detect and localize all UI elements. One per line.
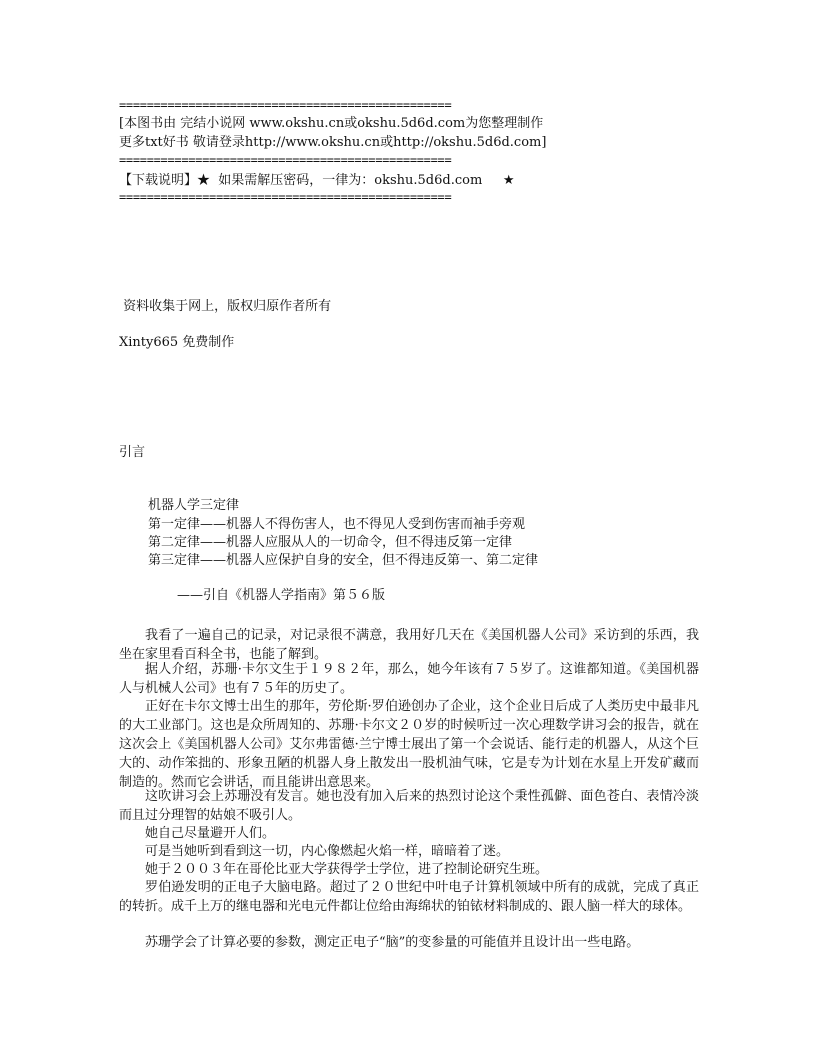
source-notice-line-1: [本图书由 完结小说网 www.okshu.cn或okshu.5d6d.com为您整理制作 xyxy=(119,116,544,131)
body-paragraph: 罗伯逊发明的正电子大脑电路。超过了２０世纪中叶电子计算机领域中所有的成就，完成了真正的转折。成千上万的继电器和光电元件都让位给由海绵状的铂铱材料制成的、跟人脑一样大的球体。 xyxy=(119,880,699,914)
section-heading: 引言 xyxy=(119,445,146,460)
body-paragraph: 她自己尽量避开人们。 xyxy=(145,826,276,841)
second-law: 第二定律——机器人应服从人的一切命令，但不得违反第一定律 xyxy=(148,535,513,550)
body-paragraph: 我看了一遍自己的记录，对记录很不满意，我用好几天在《美国机器人公司》采访到的乐西，我坐在家里看百科全书，也能了解到。 xyxy=(119,628,699,662)
body-paragraph: 这吹讲习会上苏珊没有发言。她也没有加入后来的热烈讨论这个秉性孤僻、面色苍白、表情冷淡而且过分理智的姑娘不吸引人。 xyxy=(119,789,699,823)
body-paragraph: 可是当她听到看到这一切，内心像燃起火焰一样，暗暗着了迷。 xyxy=(145,844,510,859)
copyright-notice: 资料收集于网上，版权归原作者所有 xyxy=(119,299,332,314)
body-paragraph: 苏珊学会了计算必要的参数，测定正电子“脑”的变参量的可能值并且设计出一些电路。 xyxy=(145,935,640,950)
laws-title: 机器人学三定律 xyxy=(148,498,240,513)
separator-line: ================================================ xyxy=(119,190,452,204)
separator-line: ================================================ xyxy=(119,153,452,167)
third-law: 第三定律——机器人应保护自身的安全，但不得违反第一、第二定律 xyxy=(148,553,539,568)
body-paragraph: 正好在卡尔文博士出生的那年，劳伦斯·罗伯逊创办了企业，这个企业日后成了人类历史中最非凡的大工业部门。这也是众所周知的、苏珊·卡尔文２０岁的时候听过一次心理数学讲习会的报告，就在这次会上《美国机器人公司》艾尔弗雷德·兰宁博士展出了第一个会说话、能行走的机器人，从这个巨大的、动作笨拙的、形象丑陋的机器人身上散发出一股机油气味，它是专为计划在水星上开发矿藏而制造的。然而它会讲话，而且能讲出意思来。 xyxy=(119,699,699,790)
first-law: 第一定律——机器人不得伤害人，也不得见人受到伤害而袖手旁观 xyxy=(148,517,526,532)
separator-line: ================================================ xyxy=(119,98,452,112)
body-paragraph: 据人介绍，苏珊·卡尔文生于１９８２年，那么，她今年该有７５岁了。这谁都知道。《美国机器人与机械人公司》也有７５年的历史了。 xyxy=(119,662,699,696)
body-paragraph: 她于２００３年在哥伦比亚大学获得学士学位，进了控制论研究生班。 xyxy=(145,862,549,877)
citation: ——引自《机器人学指南》第５６版 xyxy=(177,588,386,603)
source-notice-line-2: 更多txt好书 敬请登录http://www.okshu.cn或http://okshu.5d6d.com] xyxy=(119,135,547,150)
maker-credit: Xinty665 免费制作 xyxy=(119,335,235,350)
download-note: 【下载说明】★ 如果需解压密码，一律为：okshu.5d6d.com ★ xyxy=(119,173,515,188)
